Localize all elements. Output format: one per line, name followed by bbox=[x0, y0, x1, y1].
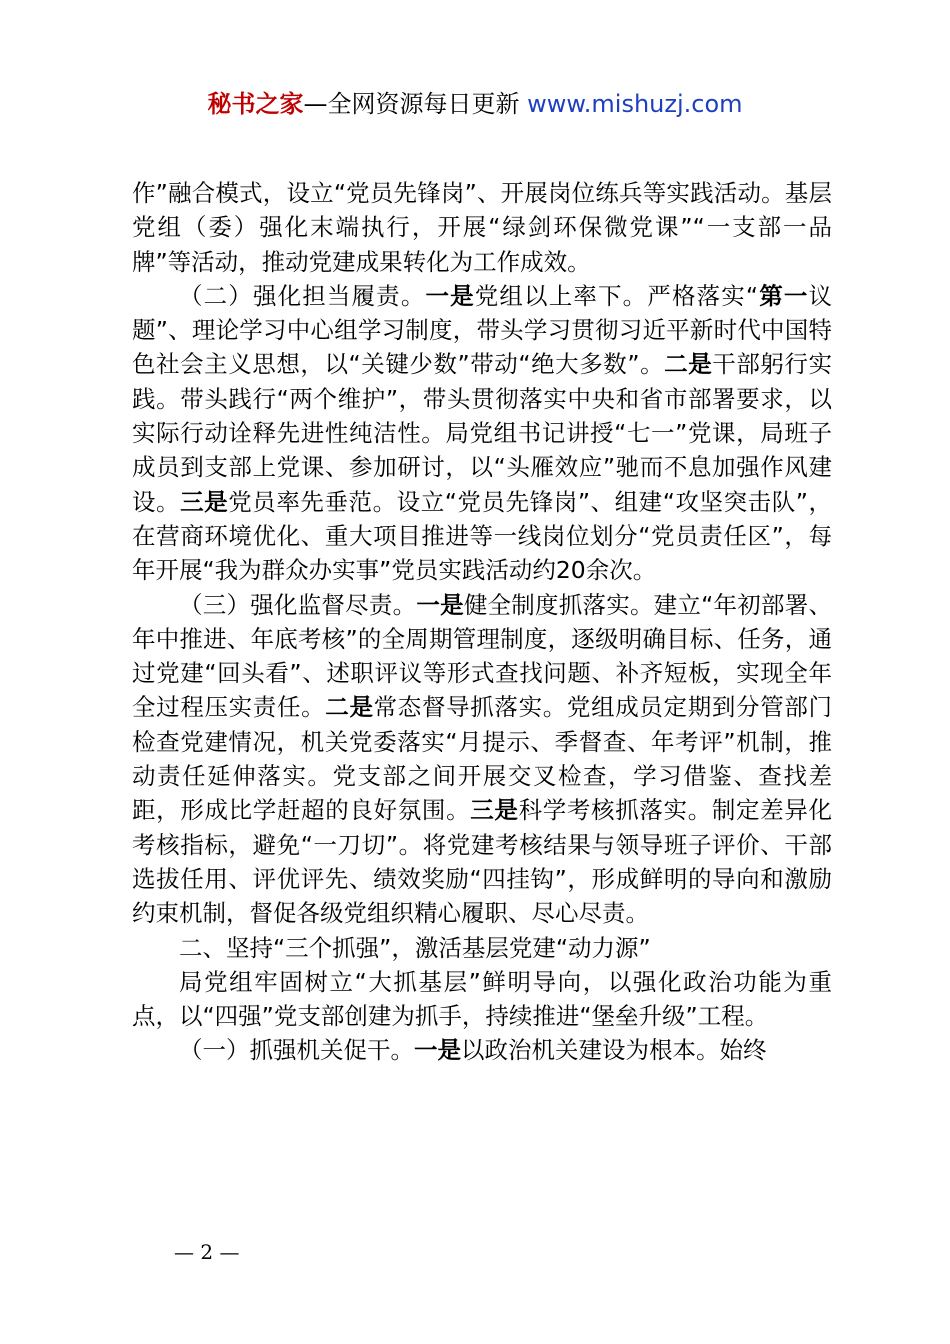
text-run: 局党组牢固树立“大抓基层”鲜明导向，以强化政治功能为重点，以“四强”党支部创建为抓手，持续推进“堡垒升级”工程。 bbox=[132, 967, 832, 1031]
bold-run: 二是 bbox=[664, 350, 713, 379]
paragraph bbox=[132, 1033, 832, 1067]
bold-run: 第一 bbox=[758, 281, 809, 310]
site-url-link[interactable]: www.mishuzj.com bbox=[527, 90, 743, 118]
text-run: （三）强化监督尽责。 bbox=[179, 590, 417, 619]
text-run: 健全制度抓落实。建立“年初部署、年中推进、年底考核”的全周期管理制度，逐级明确目标、任务，通过党建“回头看”、述职评议等形式查找问题、补齐短板，实现全年全过程压实责任。 bbox=[132, 590, 832, 722]
paragraph bbox=[132, 965, 832, 1034]
text-run: 常态督导抓落实。党组成员定期到分管部门检查党建情况，机关党委落实“月提示、季督查、年考评”机制，推动责任延伸落实。党支部之间开展交叉检查，学习借鉴、查找差距，形成比学赶超的良好氛围。 bbox=[132, 693, 833, 825]
header-tagline: —全网资源每日更新 bbox=[303, 90, 528, 118]
page-header bbox=[0, 88, 950, 120]
text-run: 党员率先垂范。设立“党员先锋岗”、组建“攻坚突击队”，在营商环境优化、重大项目推进等一线岗位划分“党员责任区”，每年开展“我为群众办实事”党员实践活动约20余次。 bbox=[132, 487, 833, 585]
text-run: 以政治机关建设为根本。始终 bbox=[461, 1036, 767, 1065]
bold-run: 三是 bbox=[470, 796, 519, 825]
bold-run: 三是 bbox=[180, 487, 229, 516]
text-run: 党组以上率下。严格落实“ bbox=[474, 281, 759, 310]
text-run: （一）抓强机关促干。 bbox=[179, 1036, 414, 1065]
paragraph bbox=[132, 588, 832, 931]
document-body bbox=[132, 176, 832, 1068]
bold-run: 一是 bbox=[414, 1036, 461, 1065]
text-run: 作”融合模式，设立“党员先锋岗”、开展岗位练兵等实践活动。基层党组（委）强化末端执行，开展“绿剑环保微党课”“一支部一品牌”等活动，推动党建成果转化为工作成效。 bbox=[132, 179, 832, 276]
paragraph bbox=[132, 176, 832, 279]
text-run: （二）强化担当履责。 bbox=[179, 281, 426, 310]
section-heading bbox=[132, 931, 832, 965]
text-run: 二、坚持“三个抓强”，激活基层党建“动力源” bbox=[179, 933, 651, 962]
text-run: 科学考核抓落实。制定差异化考核指标，避免“一刀切”。将党建考核结果与领导班子评价、干部选拔任用、评优评先、绩效奖励“四挂钩”，形成鲜明的导向和激励约束机制，督促各级党组织精心履职、尽心尽责。 bbox=[132, 796, 833, 928]
bold-run: 二是 bbox=[325, 693, 374, 722]
text-run: 干部躬行实践。带头践行“两个维护”，带头贯彻落实中央和省市部署要求，以实际行动诠释先进性纯洁性。局党组书记讲授“七一”党课，局班子成员到支部上党课、参加研讨，以“头雁效应”驰而不息加强作风建设。 bbox=[132, 350, 833, 516]
brand-name: 秘书之家 bbox=[207, 90, 304, 118]
bold-run: 一是 bbox=[425, 281, 475, 310]
page-number: — 2 — bbox=[174, 1240, 240, 1264]
text-run: 议题”、理论学习中心组学习制度，带头学习贯彻习近平新时代中国特色社会主义思想，以“关键少数”带动“绝大多数”。 bbox=[132, 281, 833, 379]
paragraph bbox=[132, 279, 832, 588]
bold-run: 一是 bbox=[416, 590, 464, 619]
